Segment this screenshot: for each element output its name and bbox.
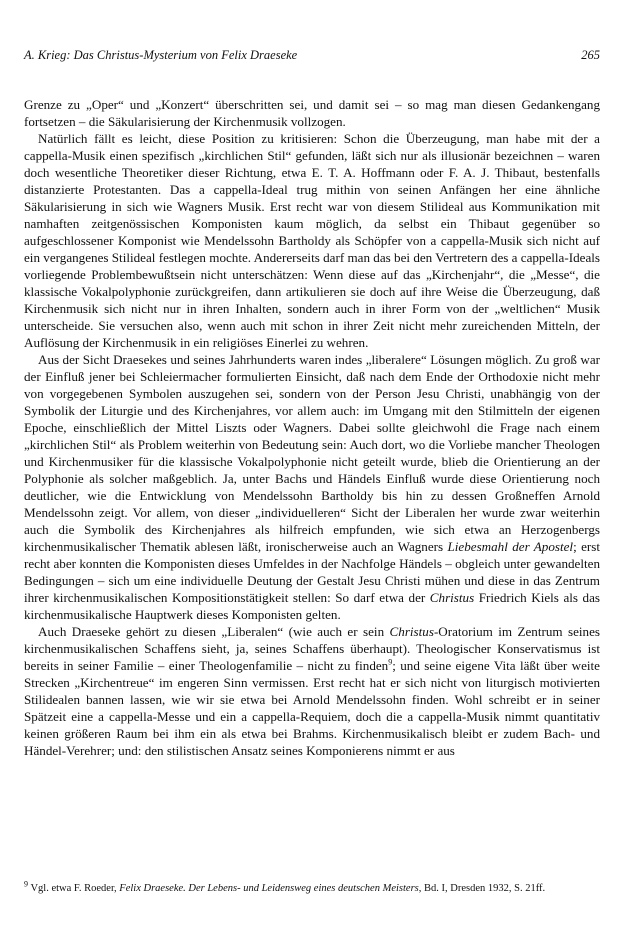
text-run: Friedrich Kiels als das kirchenmusikalische Hauptwerk dieses Komponisten gelten. <box>24 590 600 622</box>
footnote-number: 9 <box>24 879 28 889</box>
text-run: -Oratorium im Zentrum seines kirchenmusikalischen Schaffens sieht, ja, seines Schaffens überhaupt). Theologischer Konservatismus ist bereits in seiner Familie – einer Theologenfamilie – nicht zu finden <box>24 624 601 673</box>
text-run: Natürlich fällt es leicht, diese Position zu kritisieren: Schon die Überzeugung, man habe mit der a cappella-Musik einen spezifisch „kirchlichen Stil“ gefunden, läßt sich nur als illusionär bezeichnen – waren doch wesentliche Theoretiker dieser Richtung, etwa E. T. A. Hoffmann oder F. A. J. Thibaut, bestenfalls distanzierte Protestanten. Das a cappella-Ideal trug mithin von seinen Anfängen her eine ähnliche Säkularisierung in sich wie Wagners Musik. Erst recht war von diesem Stilideal aus Kommunikation mit namhaften zeitgenössischen Komponisten kaum möglich, da selbst ein Thibaut gegenüber so aufgeschlossener Komponist wie Mendelssohn Bartholdy als Schöpfer von a cappella-Musik sich nicht auf ein vergangenes Stilideal festlegen mochte. Andererseits darf man das bei den Vertretern des a cappella-Ideals vorliegende Problembewußtsein nicht unterschätzen: Wenn diese auf das „Kirchenjahr“, die „Messe“, die klassische Vokalpolyphonie zurückgreifen, dann artikulieren sie doch auf ihre Weise die Überzeugung, daß Kirchenmusik sich nicht nur in ihren Inhalten, sondern auch in ihrer Form von der „weltlichen“ Musik unterscheide. Sie versuchen also, wenn auch mit schon in ihrer Zeit nicht mehr zureichenden Mitteln, der Auflösung der Kirchenmusik in ein religiöses Einerlei zu wehren. <box>24 131 600 350</box>
footnote-area <box>24 879 600 896</box>
text-run: Vgl. etwa F. Roeder, <box>30 883 120 894</box>
footnote <box>24 879 600 896</box>
paragraph <box>24 351 600 623</box>
text-run: ; erst recht aber konnten die Komponisten dieses Umfeldes in der Nachfolge Händels – obgleich unter gewandelten Bedingungen – sich um eine individuelle Deutung der Gestalt Jesu Christi mühen und diese in das Zentrum ihrer kirchenmusikalischen Kompositionstätigkeit stellen: So darf etwa der <box>24 539 600 605</box>
italic-text: Christus <box>389 624 434 639</box>
italic-text: Felix Draeseke. Der Lebens- und Leidensweg eines deutschen Meisters <box>119 883 419 894</box>
italic-text: Christus <box>429 590 475 605</box>
paragraph <box>24 130 600 351</box>
paragraph <box>24 96 600 130</box>
footnote-reference: 9 <box>388 657 393 667</box>
text-run: ; und seine eigene Vita läßt über weite Strecken „Kirchentreue“ im engeren Sinn vermissen. Erst recht hat er sich nicht von liturgisch motivierten Stilidealen bannen lassen, wie wir sie etwa bei Arnold Mendelssohn finden. Wohl schreibt er in seiner Spätzeit eine a cappella-Messe und ein a cappella-Requiem, doch die a cappella-Musik nimmt quantitativ keinen größeren Raum bei ihm ein als etwa bei Brahms. Kirchenmusikalisch bleibt er zudem Bach- und Händel-Verehrer; und: den stilistischen Ansatz seines Komponierens nimmt er aus <box>24 658 600 758</box>
document-page <box>24 44 600 924</box>
body-text <box>24 96 600 759</box>
page-number: 265 <box>581 48 600 62</box>
text-run: Auch Draeseke gehört zu diesen „Liberalen“ (wie auch er sein <box>38 624 390 639</box>
text-run: , Bd. I, Dresden 1932, S. 21ff. <box>418 883 546 894</box>
paragraph <box>24 623 600 759</box>
running-head <box>24 44 600 66</box>
text-run: Grenze zu „Oper“ und „Konzert“ überschritten sei, und damit sei – so mag man diesen Gedankengang fortsetzen – die Säkularisierung der Kirchenmusik vollzogen. <box>24 97 600 129</box>
italic-text: Liebesmahl der Apostel <box>447 539 574 554</box>
running-head-title: A. Krieg: Das Christus-Mysterium von Felix Draeseke <box>24 48 298 62</box>
text-run: Aus der Sicht Draesekes und seines Jahrhunderts waren indes „liberalere“ Lösungen möglich. Zu groß war der Einfluß jener bei Schleiermacher formulierten Einsicht, daß nach dem Ende der Orthodoxie nicht mehr von vorgegebenen Symbolen auszugehen sei, sondern von der Person Jesu Christi, unabhängig von der Symbolik der Liturgie und des Kirchenjahres, vor allem auch: im Umgang mit den Stilmitteln der eigenen Epoche, einschließlich der Mittel Liszts oder Wagners. Dabei sollte gleichwohl die Frage nach einem „kirchlichen Stil“ als Problem weiterhin von Bedeutung sein: Auch dort, wo die Vorliebe mancher Theologen und Kirchenmusiker für die klassische Vokalpolyphonie nicht geteilt wurde, blieb die Orientierung an der Polyphonie als solcher maßgeblich. Ja, unter Bachs und Händels Einfluß wurde diese Orientierung noch deutlicher, wie die Entwicklung von Mendelssohn Bartholdy bis hin zu dessen Großneffen Arnold Mendelssohn zeigt. Vor allem, von dieser „individuelleren“ Sicht der Liberalen her wurde zwar weiterhin auch die Symbolik des Kirchenjahres als hilfreich empfunden, wie sich etwa an Herzogenbergs kirchenmusikalischer Thematik ablesen läßt, ironischerweise auch an Wagners <box>24 352 600 554</box>
